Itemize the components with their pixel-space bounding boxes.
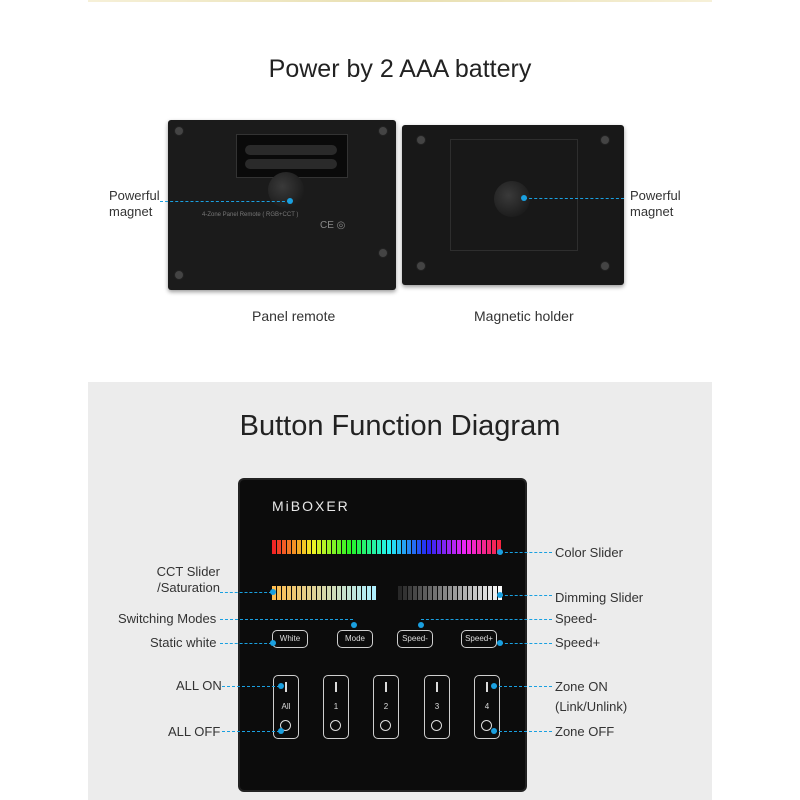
callout-dot <box>270 640 276 646</box>
led-segment <box>382 540 386 554</box>
battery-compartment <box>236 134 348 178</box>
device-label-text: 4-Zone Panel Remote ( RGB+CCT ) <box>202 212 299 218</box>
cct-slider[interactable] <box>272 586 376 600</box>
led-segment <box>427 540 431 554</box>
speed-plus-label: Speed+ <box>555 635 601 650</box>
led-segment <box>422 540 426 554</box>
screw-icon <box>416 135 426 145</box>
led-segment <box>372 540 376 554</box>
led-segment <box>317 586 321 600</box>
led-segment <box>433 586 437 600</box>
led-segment <box>417 540 421 554</box>
callout-dot <box>270 589 276 595</box>
screw-icon <box>416 261 426 271</box>
led-segment <box>362 586 366 600</box>
led-segment <box>443 586 447 600</box>
callout-line <box>500 643 552 644</box>
led-segment <box>322 586 326 600</box>
led-segment <box>473 586 477 600</box>
led-segment <box>352 586 356 600</box>
magnet-icon <box>268 172 304 208</box>
led-segment <box>428 586 432 600</box>
dimming-slider-label: Dimming Slider <box>555 590 644 605</box>
static-white-label: Static white <box>150 635 217 650</box>
led-segment <box>337 540 341 554</box>
button-panel <box>240 480 525 790</box>
callout-line <box>220 619 353 620</box>
led-segment <box>337 586 341 600</box>
zone-button-2[interactable] <box>373 675 399 739</box>
led-segment <box>413 586 417 600</box>
left-magnet-label: Powerful magnet <box>109 188 160 219</box>
led-segment <box>458 586 462 600</box>
led-segment <box>367 540 371 554</box>
led-segment <box>297 586 301 600</box>
led-segment <box>377 540 381 554</box>
led-segment <box>408 586 412 600</box>
led-segment <box>418 586 422 600</box>
screw-icon <box>378 126 388 136</box>
led-segment <box>322 540 326 554</box>
led-segment <box>447 540 451 554</box>
led-segment <box>438 586 442 600</box>
zone-label: 1 <box>333 702 339 711</box>
callout-dot <box>521 195 527 201</box>
color-slider[interactable] <box>272 540 502 554</box>
battery-cell <box>245 159 337 169</box>
screw-icon <box>174 126 184 136</box>
led-segment <box>277 540 281 554</box>
led-segment <box>282 586 286 600</box>
led-segment <box>437 540 441 554</box>
led-segment <box>423 586 427 600</box>
led-segment <box>412 540 416 554</box>
led-segment <box>307 540 311 554</box>
panel-remote-image <box>168 120 396 290</box>
on-bar-icon <box>285 682 287 692</box>
led-segment <box>357 540 361 554</box>
panel-remote-caption: Panel remote <box>252 308 336 324</box>
led-segment <box>367 586 371 600</box>
on-bar-icon <box>385 682 387 692</box>
led-segment <box>272 540 276 554</box>
speed-minus-button[interactable]: Speed- <box>397 630 433 648</box>
led-segment <box>307 586 311 600</box>
led-segment <box>287 586 291 600</box>
led-segment <box>342 586 346 600</box>
led-segment <box>402 540 406 554</box>
led-segment <box>317 540 321 554</box>
led-segment <box>347 540 351 554</box>
dimming-slider[interactable] <box>398 586 502 600</box>
callout-dot <box>497 592 503 598</box>
zone-label: All <box>281 702 291 711</box>
led-segment <box>397 540 401 554</box>
led-segment <box>432 540 436 554</box>
led-segment <box>448 586 452 600</box>
led-segment <box>287 540 291 554</box>
speed-plus-button[interactable]: Speed+ <box>461 630 497 648</box>
led-segment <box>467 540 471 554</box>
led-segment <box>292 586 296 600</box>
zone-label: 4 <box>484 702 490 711</box>
zone-button-3[interactable] <box>424 675 450 739</box>
led-segment <box>482 540 486 554</box>
screw-icon <box>378 248 388 258</box>
battery-title: Power by 2 AAA battery <box>268 55 532 83</box>
off-circle-icon <box>380 720 391 731</box>
callout-line <box>500 552 552 553</box>
all-on-label: ALL ON <box>176 678 222 693</box>
callout-line <box>222 686 280 687</box>
callout-line <box>160 201 290 202</box>
led-segment <box>277 586 281 600</box>
led-segment <box>407 540 411 554</box>
right-magnet-label: Powerful magnet <box>630 188 681 219</box>
ce-mark-icon: CE ◎ <box>320 220 346 231</box>
off-circle-icon <box>330 720 341 731</box>
screw-icon <box>600 135 610 145</box>
callout-line <box>500 595 552 596</box>
led-segment <box>457 540 461 554</box>
led-segment <box>392 540 396 554</box>
led-segment <box>463 586 467 600</box>
led-segment <box>453 586 457 600</box>
led-segment <box>472 540 476 554</box>
speed-minus-label: Speed- <box>555 611 597 626</box>
led-segment <box>372 586 376 600</box>
cct-slider-label: CCT Slider /Saturation <box>156 564 220 595</box>
led-segment <box>468 586 472 600</box>
led-segment <box>387 540 391 554</box>
all-off-label: ALL OFF <box>168 724 221 739</box>
zone-label: 3 <box>434 702 440 711</box>
led-segment <box>312 540 316 554</box>
callout-dot <box>287 198 293 204</box>
led-segment <box>292 540 296 554</box>
led-segment <box>403 586 407 600</box>
callout-line <box>524 198 624 199</box>
led-segment <box>347 586 351 600</box>
diagram-title: Button Function Diagram <box>239 410 561 442</box>
callout-dot <box>491 683 497 689</box>
zone-label: 2 <box>383 702 389 711</box>
led-segment <box>282 540 286 554</box>
top-divider <box>88 0 712 2</box>
callout-line <box>222 731 280 732</box>
led-segment <box>492 540 496 554</box>
zone-button-all[interactable] <box>273 675 299 739</box>
callout-line <box>220 643 272 644</box>
callout-dot <box>497 640 503 646</box>
screw-icon <box>174 270 184 280</box>
switching-modes-label: Switching Modes <box>118 611 217 626</box>
miboxer-logo: MiBOXER <box>272 498 350 514</box>
callout-line <box>421 619 552 620</box>
callout-dot <box>278 728 284 734</box>
white-button[interactable]: White <box>272 630 308 648</box>
battery-cell <box>245 145 337 155</box>
led-segment <box>352 540 356 554</box>
zone-on-label: Zone ON (Link/Unlink) <box>555 679 628 714</box>
callout-dot <box>491 728 497 734</box>
on-bar-icon <box>436 682 438 692</box>
magnetic-holder-caption: Magnetic holder <box>474 308 574 324</box>
led-segment <box>362 540 366 554</box>
led-segment <box>357 586 361 600</box>
led-segment <box>312 586 316 600</box>
screw-icon <box>600 261 610 271</box>
led-segment <box>302 540 306 554</box>
led-segment <box>478 586 482 600</box>
led-segment <box>297 540 301 554</box>
callout-line <box>494 731 552 732</box>
magnetic-holder-image <box>402 125 624 285</box>
zone-button-1[interactable] <box>323 675 349 739</box>
led-segment <box>488 586 492 600</box>
led-segment <box>302 586 306 600</box>
led-segment <box>477 540 481 554</box>
led-segment <box>483 586 487 600</box>
led-segment <box>398 586 402 600</box>
led-segment <box>342 540 346 554</box>
callout-dot <box>351 622 357 628</box>
callout-dot <box>278 683 284 689</box>
led-segment <box>462 540 466 554</box>
mode-button[interactable]: Mode <box>337 630 373 648</box>
zone-off-label: Zone OFF <box>555 724 615 739</box>
off-circle-icon <box>431 720 442 731</box>
led-segment <box>487 540 491 554</box>
on-bar-icon <box>486 682 488 692</box>
color-slider-label: Color Slider <box>555 545 623 560</box>
callout-line <box>494 686 552 687</box>
on-bar-icon <box>335 682 337 692</box>
callout-dot <box>497 549 503 555</box>
callout-line <box>220 592 272 593</box>
led-segment <box>327 540 331 554</box>
led-segment <box>442 540 446 554</box>
led-segment <box>332 540 336 554</box>
led-segment <box>332 586 336 600</box>
led-segment <box>327 586 331 600</box>
led-segment <box>452 540 456 554</box>
callout-dot <box>418 622 424 628</box>
